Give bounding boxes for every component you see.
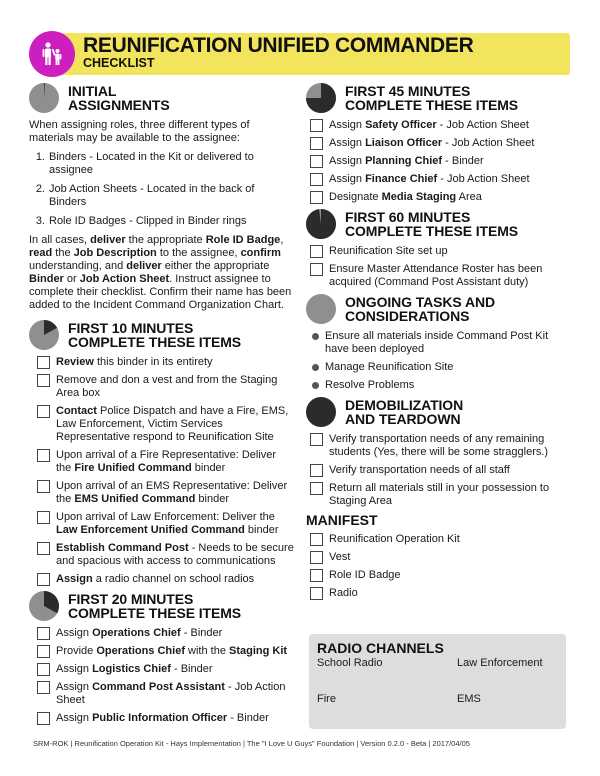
checklist-item-text: Assign Operations Chief - Binder (56, 627, 223, 639)
checklist-item-text: Assign Liaison Officer - Job Action Sheet (329, 137, 535, 149)
page-header (29, 31, 570, 77)
checkbox[interactable] (37, 374, 50, 387)
family-adult-child-icon (29, 31, 75, 77)
checklist-item-text: Verify transportation needs of all staff (329, 464, 510, 476)
checkbox[interactable] (310, 533, 323, 546)
section-first20-header (29, 591, 294, 621)
checkbox[interactable] (310, 482, 323, 495)
section-ongoing-header (306, 294, 574, 324)
checklist-item (310, 245, 574, 258)
bullet-icon (312, 364, 319, 371)
checklist-item-text: Assign Safety Officer - Job Action Sheet (329, 119, 529, 131)
checklist-item (310, 263, 574, 289)
checkbox[interactable] (37, 480, 50, 493)
checkbox[interactable] (310, 433, 323, 446)
list-item: 2. Job Action Sheets - Located in the back of Binders (35, 183, 255, 208)
checkbox[interactable] (310, 587, 323, 600)
section-demob-header (306, 397, 574, 427)
checklist-item: Vest (310, 551, 574, 564)
instructions-text: In all cases, deliver the appropriate Role ID Badge, read the Job Description to the assignee, confirm understanding, and deliver either the appropriate Binder or Job Action Sheet. Instruct assignee to complete their checklist. Confirm their name has been added to the Incident Command Organization Chart. (29, 234, 292, 311)
checkbox[interactable] (310, 155, 323, 168)
checklist-item-text: Assign Finance Chief - Job Action Sheet (329, 173, 530, 185)
checkbox[interactable] (37, 627, 50, 640)
checklist-item (37, 511, 294, 537)
ongoing-list (306, 330, 574, 392)
checklist-item: Radio (310, 587, 574, 600)
checklist-item-text: Assign a radio channel on school radios (56, 573, 255, 585)
checklist-item (37, 663, 294, 676)
checkbox[interactable] (37, 356, 50, 369)
section-title: FIRST 45 MINUTES COMPLETE THESE ITEMS (345, 83, 519, 113)
radio-channels-title: RADIO CHANNELS (317, 640, 444, 656)
checklist-item (37, 645, 294, 658)
list-item: Manage Reunification Site (306, 361, 574, 374)
checklist-item-text: Verify transportation needs of any remaining students (Yes, there will be some stragglers.) (329, 433, 549, 458)
checkbox[interactable] (37, 663, 50, 676)
checkbox[interactable] (310, 551, 323, 564)
checklist-item-text: Ensure Master Attendance Roster has been acquired (Command Post Assistant duty) (329, 263, 543, 288)
checklist-item-text: Return all materials still in your possession to Staging Area (329, 482, 550, 507)
pie-clock-icon (306, 294, 336, 324)
checkbox[interactable] (310, 245, 323, 258)
checklist-item: Role ID Badge (310, 569, 574, 582)
list-item: 1. Binders - Located in the Kit or delivered to assignee (35, 151, 254, 176)
checkbox[interactable] (310, 191, 323, 204)
checklist-item-text: Designate Media Staging Area (329, 191, 482, 203)
first45-checklist (306, 119, 574, 204)
section-initial-header (29, 83, 294, 113)
checklist-item-text: Assign Logistics Chief - Binder (56, 663, 213, 675)
checkbox[interactable] (310, 263, 323, 276)
checkbox[interactable] (310, 119, 323, 132)
checkbox[interactable] (37, 449, 50, 462)
checklist-item (310, 137, 574, 150)
checklist-item (37, 681, 294, 707)
pie-clock-icon (306, 209, 336, 239)
bullet-icon (312, 333, 319, 340)
section-first60-header (306, 209, 574, 239)
checklist-item-text: Establish Command Post - Needs to be secure and spacious with access to communications (56, 542, 294, 567)
checkbox[interactable] (37, 712, 50, 725)
checklist-item (37, 405, 294, 444)
right-column (306, 83, 574, 605)
checklist-item-text: Assign Planning Chief - Binder (329, 155, 484, 167)
checklist-item-text: Reunification Site set up (329, 245, 448, 257)
checklist-item (37, 627, 294, 640)
ems-label: EMS (457, 693, 481, 705)
demob-checklist (306, 433, 574, 508)
checkbox[interactable] (37, 681, 50, 694)
footer-text: SRM-ROK | Reunification Operation Kit - Hays Implementation | The "I Love U Guys" Foundation | Version 0.2.0 - Beta | 2017/04/05 (33, 739, 470, 748)
page-subtitle: CHECKLIST (83, 56, 155, 70)
list-item: Resolve Problems (306, 379, 574, 392)
checklist-item (310, 433, 574, 459)
manifest-title: MANIFEST (306, 512, 378, 528)
list-item: Ensure all materials inside Command Post Kit have been deployed (306, 330, 574, 356)
checklist-item-text: Provide Operations Chief with the Staging Kit (56, 645, 288, 657)
checklist-item-text: Upon arrival of an EMS Representative: Deliver the EMS Unified Command binder (56, 480, 288, 505)
pie-clock-icon (306, 83, 336, 113)
checklist-item (37, 356, 294, 369)
checkbox[interactable] (37, 573, 50, 586)
checklist-item (310, 155, 574, 168)
first10-checklist (29, 356, 294, 586)
bullet-icon (312, 382, 319, 389)
checklist-item (37, 480, 294, 506)
checklist-item-text: Assign Public Information Officer - Binder (56, 712, 269, 724)
first60-checklist (306, 245, 574, 289)
section-title: FIRST 60 MINUTES COMPLETE THESE ITEMS (345, 209, 519, 239)
checkbox[interactable] (310, 464, 323, 477)
section-title: DEMOBILIZATION AND TEARDOWN (345, 397, 464, 427)
checklist-item (310, 191, 574, 204)
checklist-item (37, 374, 294, 400)
pie-clock-icon (306, 397, 336, 427)
first20-checklist (29, 627, 294, 725)
checkbox[interactable] (37, 511, 50, 524)
checklist-item-text: Upon arrival of a Fire Representative: Deliver the Fire Unified Command binder (56, 449, 277, 474)
checklist-item: Reunification Operation Kit (310, 533, 574, 546)
left-column (29, 83, 294, 730)
page-title: REUNIFICATION UNIFIED COMMANDER (83, 34, 474, 57)
pie-background (306, 294, 336, 324)
checkbox[interactable] (310, 137, 323, 150)
radio-channels-box (309, 634, 566, 729)
school-radio-label: School Radio (317, 657, 383, 669)
checklist-item (310, 119, 574, 132)
checklist-item-text: Contact Police Dispatch and have a Fire, EMS, Law Enforcement, Victim Services Representative respond to Reunification Site (56, 405, 289, 443)
checklist-item-text: Remove and don a vest and from the Staging Area box (56, 374, 278, 399)
checklist-item (37, 449, 294, 475)
checklist-item-text: Review this binder in its entirety (56, 356, 213, 368)
checklist-item (310, 173, 574, 186)
checkbox[interactable] (37, 542, 50, 555)
section-title: FIRST 20 MINUTES COMPLETE THESE ITEMS (68, 591, 242, 621)
checklist-item (310, 464, 574, 477)
checklist-item (310, 482, 574, 508)
checkbox[interactable] (37, 645, 50, 658)
checkbox[interactable] (37, 405, 50, 418)
pie-clock-icon (29, 591, 59, 621)
list-item: 3. Role ID Badges - Clipped in Binder rings (35, 215, 247, 227)
section-first45-header (306, 83, 574, 113)
fire-label: Fire (317, 693, 336, 705)
pie-background (306, 397, 336, 427)
checklist-item-text: Assign Command Post Assistant - Job Action Sheet (56, 681, 286, 706)
pie-clock-icon (29, 83, 59, 113)
checklist-item-text: Upon arrival of Law Enforcement: Deliver the Law Enforcement Unified Command binder (56, 511, 279, 536)
section-title: FIRST 10 MINUTES COMPLETE THESE ITEMS (68, 320, 242, 350)
pie-elapsed-wedge (306, 209, 336, 239)
manifest-checklist (306, 533, 574, 600)
checkbox[interactable] (310, 173, 323, 186)
checkbox[interactable] (310, 569, 323, 582)
section-title: INITIAL ASSIGNMENTS (68, 83, 170, 113)
materials-list (29, 151, 294, 228)
pie-clock-icon (29, 320, 59, 350)
checklist-item (37, 573, 294, 586)
section-first10-header (29, 320, 294, 350)
checklist-item (37, 712, 294, 725)
law-enforcement-label: Law Enforcement (457, 657, 543, 669)
checklist-item (37, 542, 294, 568)
section-title: ONGOING TASKS AND CONSIDERATIONS (345, 294, 495, 324)
intro-text: When assigning roles, three different types of materials may be available to the assignee: (29, 119, 250, 144)
